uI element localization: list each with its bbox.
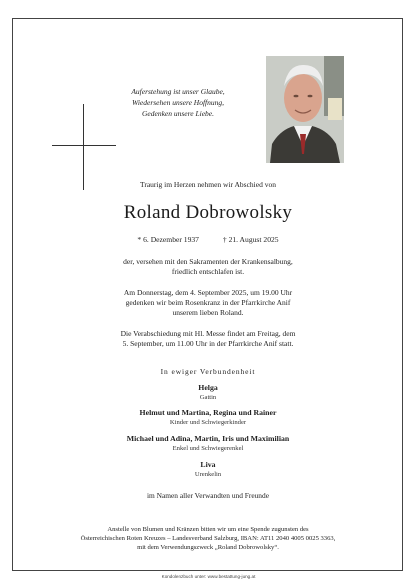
mourner-role: Kinder und Schwiegerkinder [169,419,247,426]
mourner-name: Michael und Adina, Martin, Iris und Maximilian [126,434,290,443]
memorial-poem [100,86,256,119]
cross-horizontal-bar [52,145,116,146]
birth-date: * 6. Dezember 1937 [137,235,199,244]
poem-line: Wiedersehen unsere Hoffnung, [132,98,224,107]
text-line: 5. September, um 11.00 Uhr in der Pfarrkirche Anif statt. [122,339,294,349]
eternal-heading: In ewiger Verbundenheit [160,367,256,376]
mourner-entry [30,383,386,403]
mourner-name: Helmut und Martina, Regina und Rainer [139,408,277,417]
closing-line: im Namen aller Verwandten und Freunde [147,491,269,500]
condolence-footer: Kondolenzbuch unter: www.bestattung-jung.at [161,574,256,579]
donation-note [30,525,386,553]
text-line: Anstelle von Blumen und Kränzen bitten wir um eine Spende zugunsten des [107,526,309,533]
life-dates [30,235,386,244]
text-line: mit dem Verwendungszweck „Roland Dobrowolsky“. [137,544,279,552]
deceased-name: Roland Dobrowolsky [123,202,293,223]
paragraph-rosary [30,288,386,319]
death-date: † 21. August 2025 [222,235,279,244]
paragraph-passing [30,257,386,277]
paragraph-farewell [30,329,386,349]
intro-text: Traurig im Herzen nehmen wir Abschied von [140,180,276,189]
text-line: Am Donnerstag, dem 4. September 2025, um 19.00 Uhr [123,288,293,297]
poem-line: Gedenken unsere Liebe. [142,109,214,118]
mourner-entry [30,460,386,480]
mourner-name: Liva [200,460,216,469]
mourner-role: Enkel und Schwiegerenkel [172,445,244,452]
portrait-image [266,56,344,163]
text-line: Die Verabschiedung mit Hl. Messe findet am Freitag, dem [120,329,296,338]
poem-line: Auferstehung ist unser Glaube, [131,87,225,96]
text-line: der, versehen mit den Sakramenten der Krankensalbung, [123,257,293,266]
mourner-entry [30,434,386,454]
text-line: unserem lieben Roland. [172,308,244,318]
mourner-role: Urenkelin [194,471,222,478]
text-line: Österreichischen Roten Kreuzes – Landesverband Salzburg, IBAN: AT11 2040 4005 0025 3363, [80,535,336,543]
text-line: friedlich entschlafen ist. [171,267,245,277]
mourner-role: Gattin [199,394,217,401]
mourner-name: Helga [198,383,218,392]
cross-vertical-bar [83,104,84,190]
mourner-entry [30,408,386,428]
text-line: gedenken wir beim Rosenkranz in der Pfarrkirche Anif [125,298,291,308]
portrait-photo [266,56,344,163]
